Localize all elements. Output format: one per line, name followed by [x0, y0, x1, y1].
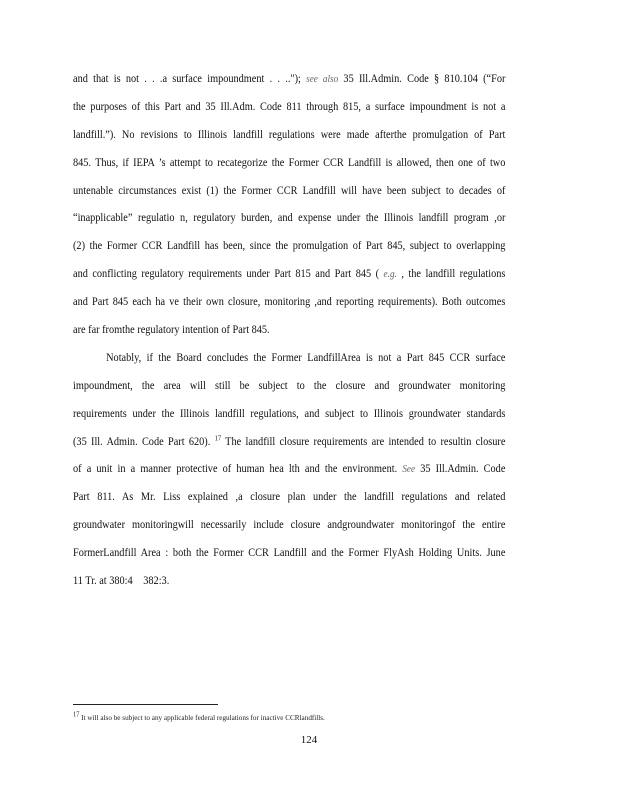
text-run: (35 Ill. Admin. Code Part 620).: [73, 435, 211, 448]
footnote-text: It will also be subject to any applicable federal regulations for inactive CCRlandfills.: [81, 713, 325, 722]
text-line: [73, 456, 505, 484]
text-line: “inapplicable” regulatio n, regulatory burden, and expense under the Illinois landfill program ,or: [73, 212, 506, 225]
text-line: FormerLandfill Area : both the Former CCR Landfill and the Former FlyAsh Holding Units. June: [73, 547, 506, 560]
text-line: untenable circumstances exist (1) the Former CCR Landfill will have been subject to decades of: [73, 184, 506, 197]
citation-signal: See: [402, 464, 416, 476]
text-run: , the landfill regulations: [396, 268, 506, 281]
text-line: 11 Tr. at 380:4  382:3.: [73, 575, 170, 588]
text-line: (2) the Former CCR Landfill has been, since the promulgation of Part 845, subject to overlapping: [73, 240, 506, 253]
text-line: Part 811. As Mr. Liss explained ,a closure plan under the landfill regulations and related: [73, 491, 506, 504]
text-line: are far fromthe regulatory intention of Part 845.: [73, 324, 270, 337]
footnote-reference[interactable]: 17: [214, 433, 222, 442]
text-run: and conflicting regulatory requirements under Part 815 and Part 845 (: [73, 268, 380, 281]
text-line: [73, 429, 505, 457]
text-line: impoundment, the area will still be subject to the closure and groundwater monitoring: [73, 379, 506, 392]
footnote: [73, 710, 325, 722]
text-run: 35 Ill.Admin. Code § 810.104 (“For: [343, 73, 506, 85]
text-run: The landfill closure requirements are intended to resultin closure: [221, 435, 506, 448]
text-line: groundwater monitoringwill necessarily include closure andgroundwater monitoringof the entire: [73, 519, 506, 532]
text-line: the purposes of this Part and 35 Ill.Adm. Code 811 through 815, a surface impoundment is not a: [73, 100, 506, 113]
text-line: [73, 66, 505, 94]
body-text: [73, 66, 505, 596]
text-line: requirements under the Illinois landfill regulations, and subject to Illinois groundwater standards: [73, 407, 506, 420]
text-line: 845. Thus, if IEPA ’s attempt to recategorize the Former CCR Landfill is allowed, then one of two: [73, 156, 506, 169]
text-line: Notably, if the Board concludes the Former LandfillArea is not a Part 845 CCR surface: [106, 351, 506, 364]
citation-signal: e.g.: [383, 269, 397, 281]
citation-signal: see also: [306, 74, 339, 85]
text-run: and that is not . . .a surface impoundment . . ..");: [73, 73, 301, 85]
footnote-divider: [73, 704, 218, 705]
footnote-marker: 17: [73, 710, 80, 719]
text-line: [73, 261, 505, 289]
text-run: 35 Ill.Admin. Code: [420, 463, 506, 476]
text-run: of a unit in a manner protective of human hea lth and the environment.: [73, 463, 398, 476]
text-line: and Part 845 each ha ve their own closure, monitoring ,and reporting requirements). Both outcomes: [73, 296, 506, 309]
text-line: landfill.”). No revisions to Illinois landfill regulations were made afterthe promulgation of Part: [73, 128, 506, 141]
page-number: 124: [300, 734, 318, 746]
